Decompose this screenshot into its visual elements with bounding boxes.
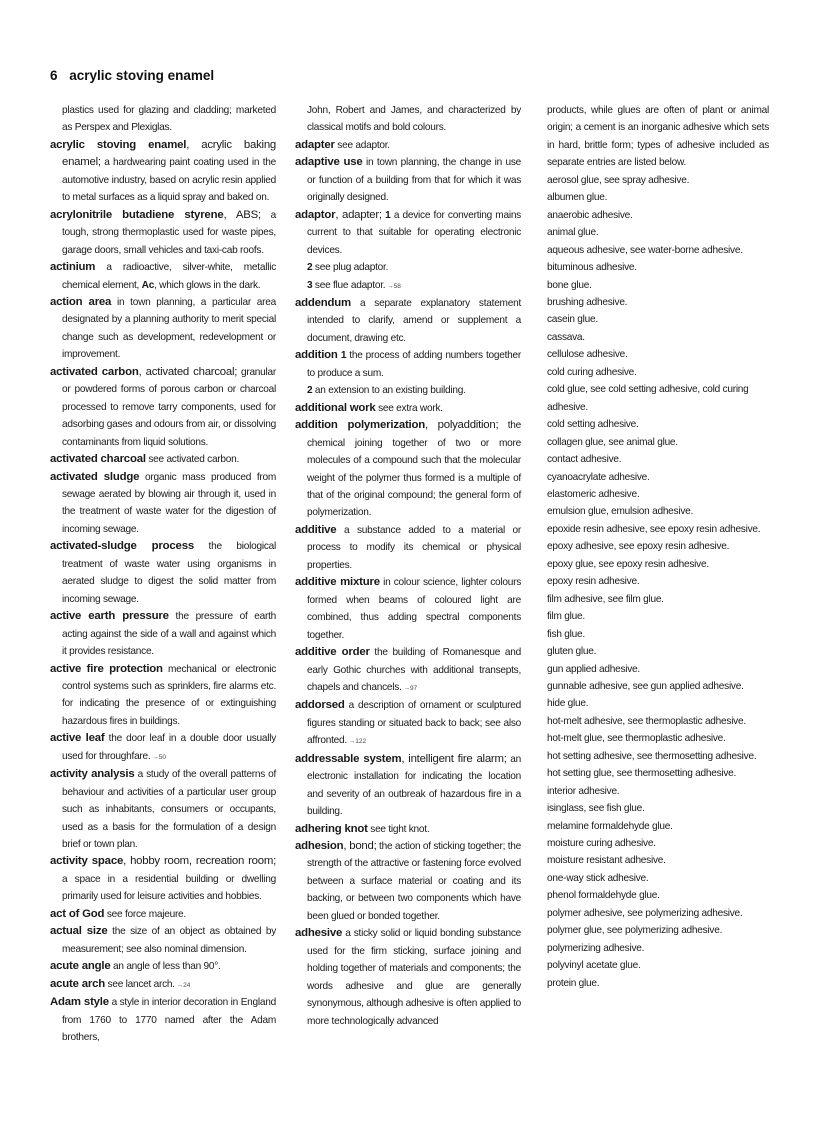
entry-headword: Adam style: [50, 996, 109, 1009]
entry-sense: [307, 277, 521, 295]
entry-definition: a hardwearing paint coating used in the automotive industry, based on acrylic resin applied to metal surfaces as a liquid spray and baked on.: [62, 157, 276, 204]
dictionary-entry: [295, 751, 521, 821]
adhesive-type-item: hot-melt glue, see thermoplastic adhesive.: [547, 733, 726, 745]
entry-definition: John, Robert and James, and characterized by classical motifs and bold colours.: [307, 105, 521, 134]
sense-number: 2: [307, 385, 313, 397]
entry-headword: activated sludge: [50, 470, 140, 483]
column-3: [547, 102, 769, 992]
dictionary-entry: [50, 923, 276, 958]
entry-headword: additive: [295, 523, 337, 536]
adhesive-type-item: epoxy glue, see epoxy resin adhesive.: [547, 558, 709, 570]
sense-number: 2: [307, 262, 313, 274]
entry-headword: adhesive: [295, 927, 343, 940]
entry-headword: active fire protection: [50, 662, 163, 675]
adhesive-type-item: hide glue.: [547, 698, 589, 710]
entry-definition: the pressure of earth acting against the side of a wall and against which it provides resistance.: [62, 611, 277, 658]
entry-headword: actual size: [50, 925, 108, 938]
sense-number: 3: [307, 279, 313, 291]
entry-definition: a separate explanatory statement intended to clarify, amend or supplement a document, drawing etc.: [307, 297, 521, 344]
adhesive-type-item: fish glue.: [547, 628, 585, 640]
adhesive-type-item: epoxy resin adhesive.: [547, 576, 640, 588]
adhesive-type-item: epoxide resin adhesive, see epoxy resin adhesive.: [547, 523, 761, 535]
entry-headword: additive order: [295, 646, 370, 659]
entry-sense: [307, 259, 521, 276]
entry-definition: see adaptor.: [334, 139, 390, 151]
page-number: 6: [50, 68, 58, 83]
entry-headword: activated carbon: [50, 365, 139, 378]
dictionary-entry: [50, 207, 276, 259]
adhesive-type-item: hot setting adhesive, see thermosetting adhesive.: [547, 750, 757, 762]
dictionary-entry: [295, 697, 521, 750]
entry-headword: addition polymerization: [295, 419, 426, 432]
entry-definition: plastics used for glazing and cladding; marketed as Perspex and Plexiglas.: [62, 105, 276, 134]
entry-headword: acrylonitrile butadiene styrene: [50, 208, 224, 221]
adhesive-type-item: aerosol glue, see spray adhesive.: [547, 174, 690, 186]
dictionary-entry: [50, 294, 276, 364]
entry-definition: a sticky solid or liquid bonding substance used for the firm sticking, surface joining and holding together of materials and components; the words adhesive and glue are generally synonymous, although adhesive is often applied to more technologically advanced: [307, 928, 521, 1027]
entry-sense: [307, 382, 521, 399]
dictionary-entry: [50, 538, 276, 608]
entry-headword: addorsed: [295, 699, 345, 712]
entry-sense: [307, 350, 521, 378]
adhesive-types-list: [547, 172, 769, 992]
entry-synonyms: , activated charcoal;: [138, 365, 238, 378]
entry-synonyms: , ABS;: [223, 208, 261, 221]
adhesive-type-item: gluten glue.: [547, 646, 597, 658]
adhesive-type-item: emulsion glue, emulsion adhesive.: [547, 506, 694, 518]
adhesive-type-item: film glue.: [547, 611, 585, 623]
adhesive-type-item: aqueous adhesive, see water-borne adhesive.: [547, 244, 743, 256]
entry-synonyms: , acrylic baking enamel;: [62, 138, 276, 169]
adhesive-type-item: brushing adhesive.: [547, 296, 628, 308]
entry-headword: adhesion: [295, 840, 344, 853]
adhesive-type-item: collagen glue, see animal glue.: [547, 436, 678, 448]
entry-headword: addition: [295, 349, 338, 362]
dictionary-entry: [295, 574, 521, 644]
dictionary-entry: [295, 644, 521, 697]
dictionary-entry: [295, 154, 521, 206]
entry-synonyms: , polyaddition;: [425, 419, 499, 432]
dictionary-entry: [50, 102, 276, 137]
column-1: [50, 102, 276, 1046]
sense-number: 1: [385, 209, 391, 221]
entry-synonyms: , hobby room, recreation room;: [123, 855, 276, 868]
entry-headword: actinium: [50, 261, 96, 274]
sense-definition: see plug adaptor.: [312, 262, 389, 274]
dictionary-entry: [295, 400, 521, 417]
adhesive-type-item: phenol formaldehyde glue.: [547, 890, 660, 902]
dictionary-entry: [50, 976, 276, 994]
adhesive-type-item: polymerizing adhesive.: [547, 942, 645, 954]
adhesive-type-item: cold setting adhesive.: [547, 419, 639, 431]
entry-definition: in colour science, lighter colours formed when beams of coloured light are combined, thus adding spectral components together.: [307, 577, 522, 641]
dictionary-entry: [295, 102, 521, 137]
dictionary-entry: [50, 906, 276, 923]
adhesive-type-item: cyanoacrylate adhesive.: [547, 471, 650, 483]
entry-definition: mechanical or electronic control systems such as sprinklers, fire alarms etc. for indicating the presence of or extinguishing hazardous fires in buildings.: [62, 663, 276, 727]
entry-definition: in town planning, a particular area designated by a planning authority to merit special change such as development, redevelopment or improvement.: [62, 296, 276, 361]
entry-headword: adapter: [295, 138, 335, 151]
cross-reference: →97: [401, 684, 418, 692]
cross-reference: →24: [174, 981, 191, 989]
page-header: [50, 68, 214, 83]
entry-headword: activated-sludge process: [50, 540, 194, 553]
entry-symbol: Ac: [141, 279, 155, 291]
adhesive-type-item: polymer adhesive, see polymerizing adhesive.: [547, 907, 743, 919]
adhesive-type-item: albumen glue.: [547, 192, 608, 204]
dictionary-entry: [295, 347, 521, 399]
adhesive-type-item: animal glue.: [547, 227, 599, 239]
entry-headword: act of God: [50, 907, 105, 920]
entry-definition: see lancet arch.: [104, 978, 175, 990]
dictionary-entry: [50, 766, 276, 853]
dictionary-entry: [295, 137, 521, 154]
adhesive-type-item: hot-melt adhesive, see thermoplastic adhesive.: [547, 715, 746, 727]
entry-definition: see activated carbon.: [145, 454, 240, 466]
entry-definition: the biological treatment of waste water using organisms in aerated sludge to digest the solid matter from incoming sewage.: [62, 541, 276, 605]
entry-headword: acute arch: [50, 977, 105, 990]
adhesive-type-item: interior adhesive.: [547, 785, 620, 797]
entry-definition: see force majeure.: [104, 908, 186, 920]
entry-synonyms: , intelligent fire alarm;: [401, 752, 507, 765]
dictionary-entry: [50, 730, 276, 766]
entry-headword: addendum: [295, 296, 351, 309]
entry-headword: acrylic stoving enamel: [50, 138, 187, 151]
dictionary-entry: [295, 522, 521, 574]
sense-definition: an extension to an existing building.: [312, 385, 466, 397]
adhesive-type-item: protein glue.: [547, 977, 600, 989]
dictionary-entry: [295, 295, 521, 347]
entry-definition: a radioactive, silver-white, metallic chemical element,: [62, 262, 276, 291]
adhesive-type-item: bone glue.: [547, 279, 592, 291]
entry-definition: the chemical joining together of two or more molecules of a compound such that the molecular weight of the polymer thus formed is a multiple of that of the original compound; the general form of polymerization.: [307, 420, 522, 519]
entry-headword: adaptive use: [295, 156, 363, 169]
entry-headword: adhering knot: [295, 822, 368, 835]
adhesive-type-item: film adhesive, see film glue.: [547, 593, 664, 605]
entry-headword: activity space: [50, 855, 124, 868]
dictionary-entry: [50, 364, 276, 451]
entry-definition: a space in a residential building or dwelling primarily used for leisure activities and hobbies.: [62, 873, 276, 903]
entry-headword: adaptor: [295, 208, 336, 221]
entry-synonyms: , bond;: [343, 840, 377, 853]
entry-definition: see tight knot.: [367, 823, 430, 835]
entry-headword: activated charcoal: [50, 453, 146, 466]
entry-headword: additional work: [295, 401, 376, 414]
entry-headword: active earth pressure: [50, 610, 169, 623]
dictionary-entry: [50, 137, 276, 207]
entry-definition: a substance added to a material or process to modify its chemical or physical properties.: [307, 524, 521, 571]
adhesive-type-item: casein glue.: [547, 314, 598, 326]
adhesive-type-item: hot setting glue, see thermosetting adhesive.: [547, 768, 737, 780]
entry-definition: the building of Romanesque and early Gothic churches with additional transepts, chapels and chancels.: [307, 647, 521, 693]
adhesive-type-item: gunnable adhesive, see gun applied adhesive.: [547, 680, 744, 692]
entry-definition: a description of ornament or sculptured figures standing or situated back to back; see also affronted.: [307, 700, 521, 747]
dictionary-entry: [295, 417, 521, 522]
column-2: [295, 102, 521, 1030]
entry-headword: addressable system: [295, 752, 402, 765]
sense-definition: see flue adaptor.: [312, 279, 386, 291]
adhesive-type-item: moisture resistant adhesive.: [547, 855, 666, 867]
adhesive-type-item: epoxy adhesive, see epoxy resin adhesive.: [547, 541, 730, 553]
dictionary-entry: [50, 608, 276, 660]
adhesive-intro: products, while glues are often of plant or animal origin; a cement is an inorganic adhesive which sets in hard, brittle form; types of adhesive included as separate entries are listed below.: [547, 105, 769, 169]
adhesive-type-item: bituminous adhesive.: [547, 262, 637, 274]
adhesive-type-item: anaerobic adhesive.: [547, 209, 633, 221]
dictionary-entry: [50, 958, 276, 975]
adhesive-type-item: gun applied adhesive.: [547, 663, 640, 675]
entry-definition: a tough, strong thermoplastic used for waste pipes, garage doors, small vehicles and taxi-cab roofs.: [62, 209, 276, 256]
entry-definition: the action of sticking together; the strength of the attractive or fastening force evolved between a surface material or coating and its backing, or between two components which have been glued or bonded together.: [307, 841, 521, 922]
dictionary-entry: [295, 925, 521, 1030]
adhesive-type-item: elastomeric adhesive.: [547, 488, 640, 500]
dictionary-entry: [50, 661, 276, 731]
entry-definition: the size of an object as obtained by measurement; see also nominal dimension.: [62, 926, 277, 955]
adhesive-type-item: polymer glue, see polymerizing adhesive.: [547, 925, 723, 937]
cross-reference: →58: [385, 282, 401, 290]
adhesive-type-item: moisture curing adhesive.: [547, 838, 656, 850]
dictionary-entry: [50, 259, 276, 294]
entry-definition: in town planning, the change in use or function of a building from that for which it was originally designed.: [307, 157, 521, 204]
sense-number: 1: [340, 350, 347, 362]
entry-definition: see extra work.: [375, 402, 443, 414]
adhesive-type-item: contact adhesive.: [547, 454, 622, 466]
sense-definition: the process of adding numbers together to produce a sum.: [307, 350, 521, 379]
entry-headword: active leaf: [50, 732, 105, 745]
dictionary-entry: [50, 451, 276, 468]
dictionary-entry: [50, 994, 276, 1046]
adhesive-type-item: cold glue, see cold setting adhesive, cold curing adhesive.: [547, 384, 749, 413]
adhesive-type-item: isinglass, see fish glue.: [547, 803, 645, 815]
entry-headword: acute angle: [50, 960, 111, 973]
entry-synonyms: , adapter;: [335, 208, 382, 221]
entry-definition: an electronic installation for indicating the location and severity of an outbreak of hazardous fire in a building.: [307, 753, 521, 818]
running-head: acrylic stoving enamel: [69, 68, 215, 83]
adhesive-type-item: one-way stick adhesive.: [547, 872, 649, 884]
dictionary-entry: [50, 853, 276, 905]
dictionary-entry: [295, 838, 521, 925]
entry-definition: a style in interior decoration in England from 1760 to 1770 named after the Adam brothers,: [62, 997, 276, 1044]
cross-reference: →50: [150, 753, 167, 761]
entry-definition: an angle of less than 90°.: [110, 961, 221, 973]
sense-definition: a device for converting mains current to that suitable for operating electronic devices.: [307, 209, 521, 256]
dictionary-entry: [295, 821, 521, 838]
entry-headword: activity analysis: [50, 768, 135, 781]
entry-definition: the door leaf in a double door usually used for throughfare.: [62, 733, 277, 762]
entry-definition: a study of the overall patterns of behaviour and activities of a particular user group such as inhabitants, consumers or occupants, used as a basis for the formulation of a design brief or town plan.: [62, 769, 276, 851]
entry-headword: action area: [50, 295, 112, 308]
entry-definition: , which glows in the dark.: [154, 279, 261, 291]
dictionary-entry: [50, 469, 276, 539]
adhesive-type-item: cold curing adhesive.: [547, 366, 637, 378]
entry-headword: additive mixture: [295, 576, 380, 589]
adhesive-type-item: polyvinyl acetate glue.: [547, 960, 641, 972]
cross-reference: →122: [346, 738, 367, 746]
adhesive-type-item: melamine formaldehyde glue.: [547, 820, 673, 832]
dictionary-entry: [295, 207, 521, 295]
adhesive-type-item: cellulose adhesive.: [547, 349, 628, 361]
entry-definition: organic mass produced from sewage aerated by blowing air through it, used in the treatment of waste water for the digestion of incoming sewage.: [62, 471, 277, 535]
entry-definition: granular or powdered forms of porous carbon or charcoal processed to remove tarry components, used for adsorbing gases and odours from air, or dissolving contaminants from liquid solutions.: [62, 366, 276, 448]
adhesive-type-item: cassava.: [547, 331, 585, 343]
